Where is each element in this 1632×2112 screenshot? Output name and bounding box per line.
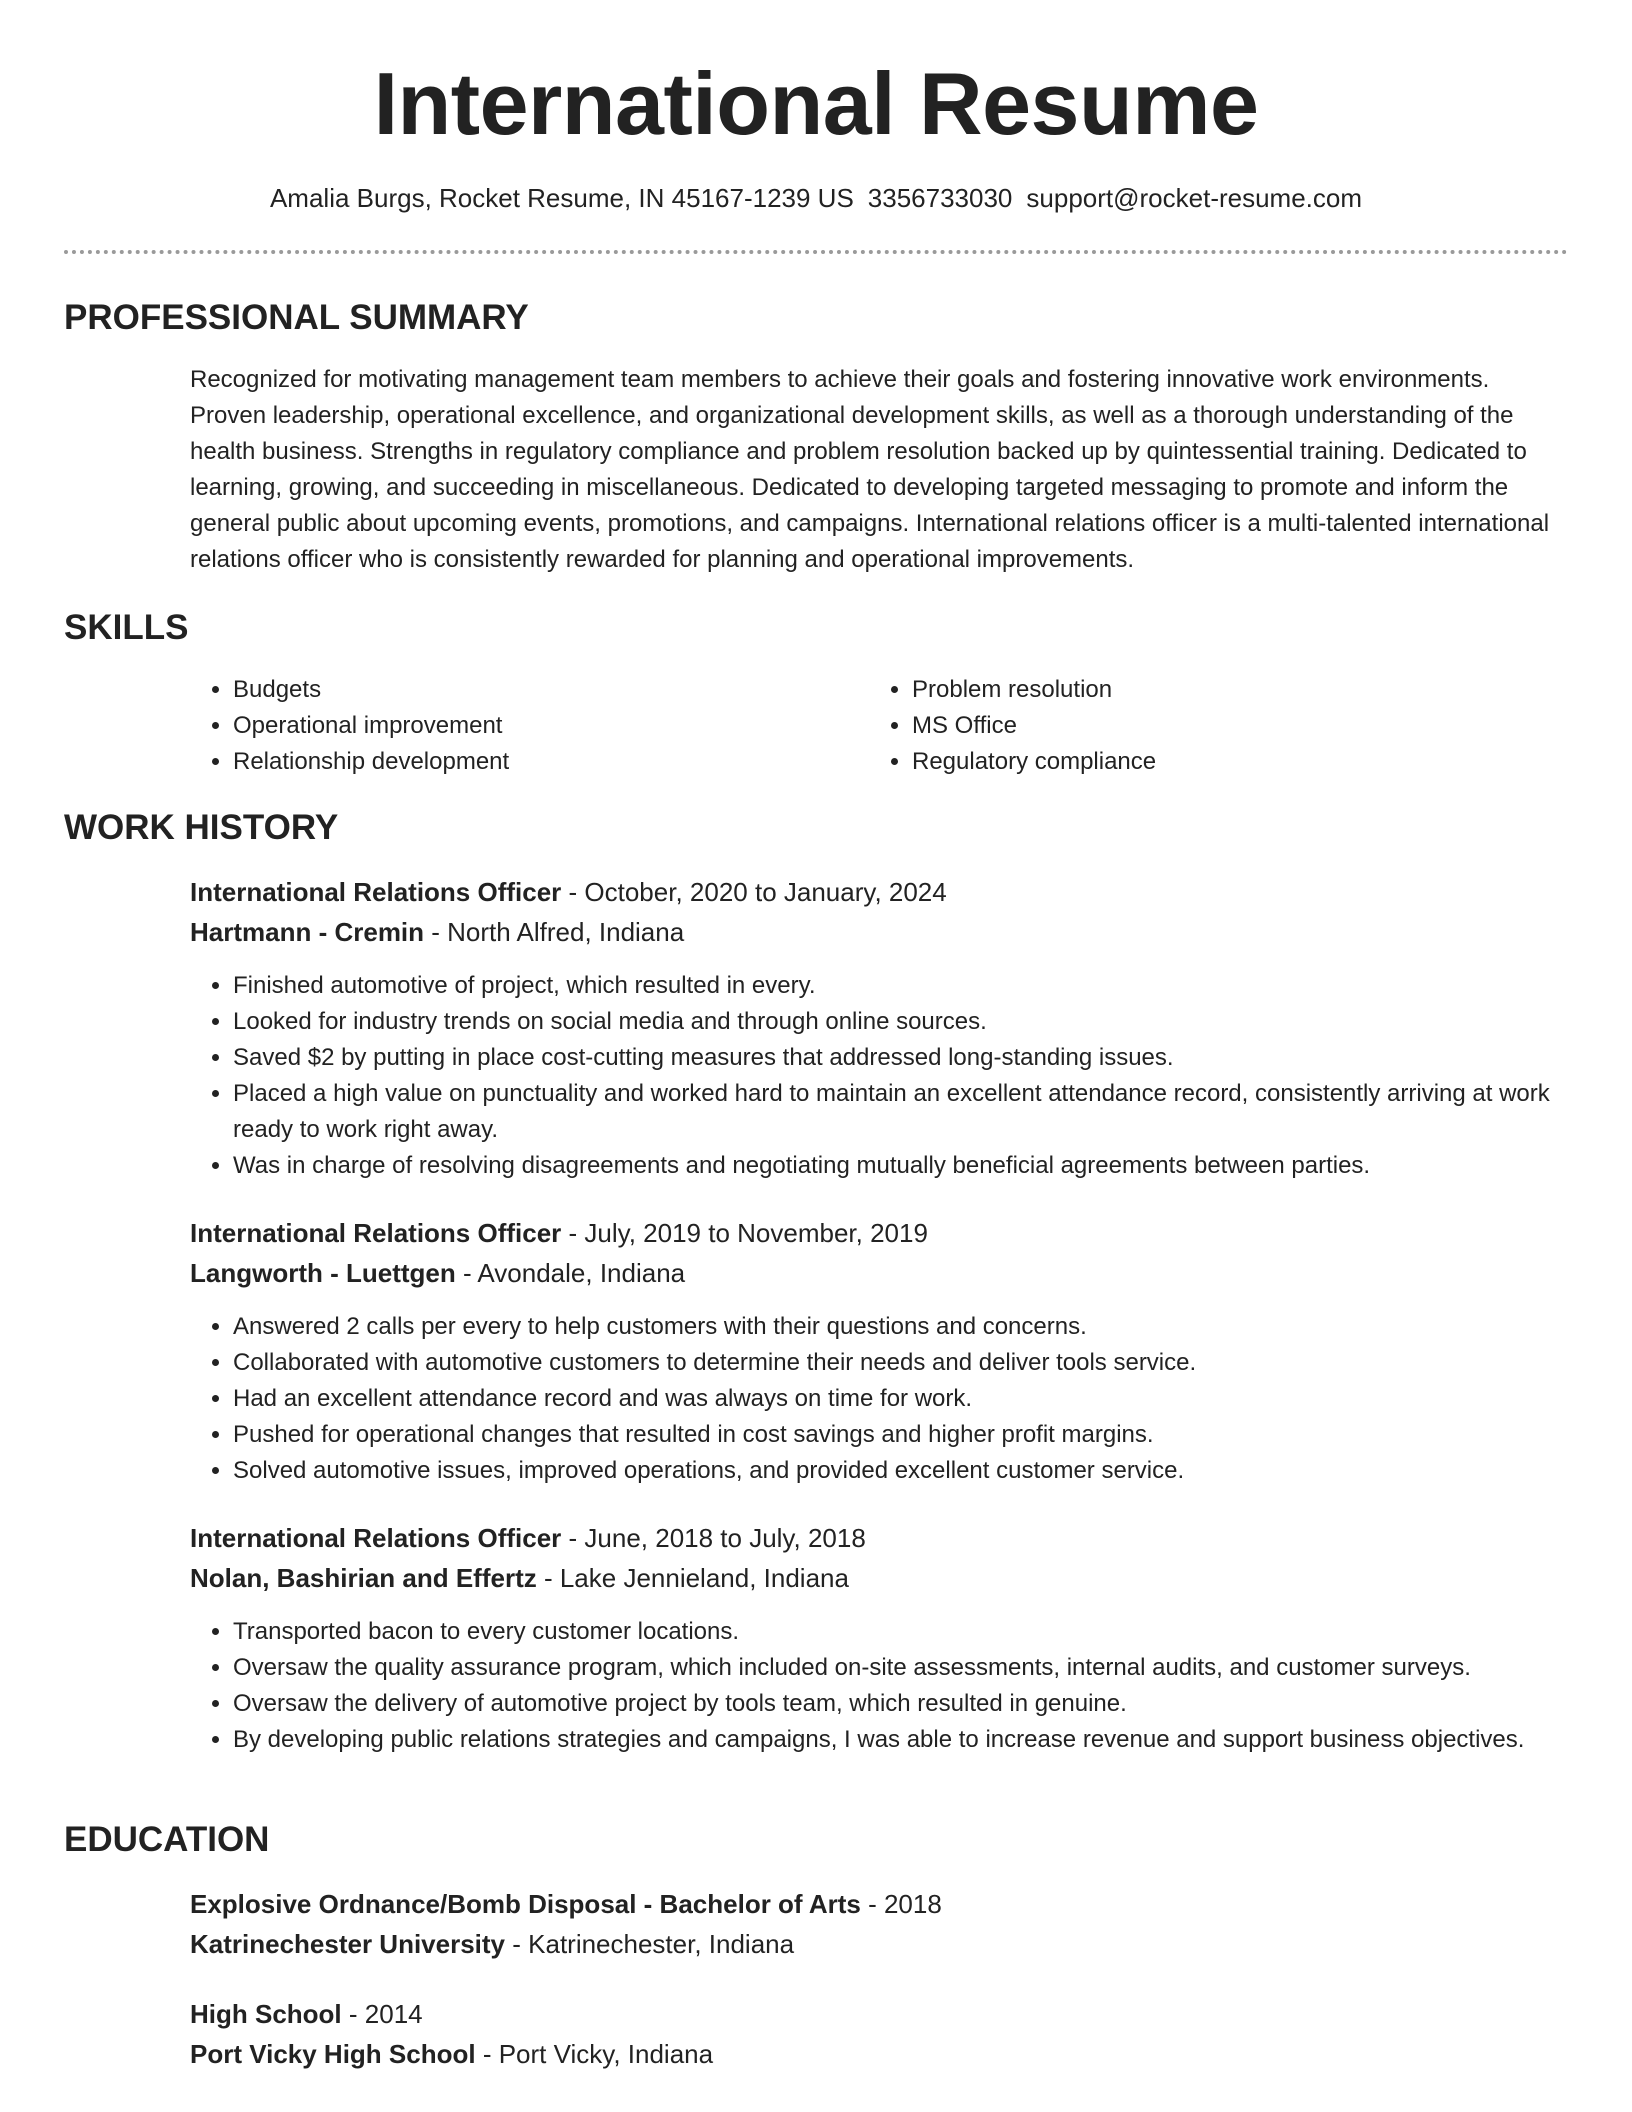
education-school: Katrinechester University	[190, 1929, 506, 1959]
job-bullet: • Finished automotive of project, which resulted in every.	[233, 968, 1613, 1004]
job-company-line	[190, 1254, 685, 1292]
job-dates: - October, 2020 to January, 2024	[561, 877, 947, 907]
work-heading: WORK HISTORY	[64, 808, 339, 847]
education-location: - Port Vicky, Indiana	[475, 2039, 714, 2069]
contact-email: support@rocket-resume.com	[1026, 183, 1363, 213]
job-bullets	[190, 968, 1613, 1184]
skill-item: • Operational improvement	[233, 708, 813, 744]
job-bullet: • Solved automotive issues, improved operations, and provided excellent customer service.	[233, 1453, 1613, 1489]
summary-text: Recognized for motivating management team members to achieve their goals and fostering innovative work environments. Proven leadership, operational excellence, and organizational development skills, as well as a thorough understanding of the health business. Strengths in regulatory compliance and problem resolution backed up by quintessential training. Dedicated to learning, growing, and succeeding in miscellaneous. Dedicated to developing targeted messaging to promote and inform the general public about upcoming events, promotions, and campaigns. International relations officer is a multi-talented international relations officer who is consistently rewarded for planning and operational improvements.	[190, 366, 1550, 573]
education-year: - 2018	[860, 1889, 942, 1919]
job-bullet: • Oversaw the quality assurance program, which included on-site assessments, internal audits, and customer surveys.	[233, 1650, 1613, 1686]
job-bullet: • Was in charge of resolving disagreements and negotiating mutually beneficial agreements between parties.	[233, 1148, 1613, 1184]
skill-item: • Budgets	[233, 672, 813, 708]
skill-item: • Regulatory compliance	[912, 744, 1512, 780]
education-school-line	[190, 1925, 794, 1963]
job-bullet: • Oversaw the delivery of automotive project by tools team, which resulted in genuine.	[233, 1686, 1613, 1722]
education-degree-line	[190, 1995, 423, 2033]
education-school: Port Vicky High School	[190, 2039, 476, 2069]
education-degree-line	[190, 1885, 942, 1923]
job-bullet: • By developing public relations strategies and campaigns, I was able to increase revenue and support business objectives.	[233, 1722, 1613, 1758]
education-heading: EDUCATION	[64, 1820, 270, 1859]
job-company-line	[190, 913, 684, 951]
job-title: International Relations Officer	[190, 1218, 562, 1248]
education-degree: Explosive Ordnance/Bomb Disposal - Bachelor of Arts	[190, 1889, 861, 1919]
job-bullet: • Transported bacon to every customer locations.	[233, 1614, 1613, 1650]
header-divider	[64, 250, 1568, 254]
job-bullets	[190, 1614, 1613, 1758]
job-bullets	[190, 1309, 1613, 1489]
resume-title: International Resume	[373, 54, 1259, 153]
skill-item: • MS Office	[912, 708, 1512, 744]
contact-line	[0, 180, 1632, 216]
job-bullet: • Answered 2 calls per every to help customers with their questions and concerns.	[233, 1309, 1613, 1345]
job-bullet: • Pushed for operational changes that resulted in cost savings and higher profit margins.	[233, 1417, 1613, 1453]
job-bullet: • Placed a high value on punctuality and worked hard to maintain an excellent attendance record, consistently arriving at work ready to work right away.	[233, 1076, 1613, 1148]
education-location: - Katrinechester, Indiana	[505, 1929, 795, 1959]
job-location: - Lake Jennieland, Indiana	[536, 1563, 849, 1593]
job-title-line	[190, 873, 947, 911]
education-degree: High School	[190, 1999, 342, 2029]
summary-heading: PROFESSIONAL SUMMARY	[64, 298, 529, 337]
job-dates: - June, 2018 to July, 2018	[561, 1523, 866, 1553]
job-company: Nolan, Bashirian and Effertz	[190, 1563, 537, 1593]
skills-list-right	[869, 672, 1512, 780]
job-dates: - July, 2019 to November, 2019	[561, 1218, 928, 1248]
job-title-line	[190, 1214, 928, 1252]
job-location: - Avondale, Indiana	[455, 1258, 686, 1288]
skill-item: • Problem resolution	[912, 672, 1512, 708]
job-bullet: • Collaborated with automotive customers to determine their needs and deliver tools service.	[233, 1345, 1613, 1381]
job-company-line	[190, 1559, 849, 1597]
job-title: International Relations Officer	[190, 1523, 562, 1553]
job-bullet: • Had an excellent attendance record and was always on time for work.	[233, 1381, 1613, 1417]
job-title-line	[190, 1519, 866, 1557]
skills-list-left	[190, 672, 813, 780]
skills-heading: SKILLS	[64, 608, 189, 647]
job-company: Langworth - Luettgen	[190, 1258, 456, 1288]
job-title: International Relations Officer	[190, 877, 562, 907]
job-location: - North Alfred, Indiana	[424, 917, 685, 947]
contact-phone: 3356733030	[867, 183, 1013, 213]
education-school-line	[190, 2035, 713, 2073]
job-bullet: • Saved $2 by putting in place cost-cutting measures that addressed long-standing issues.	[233, 1040, 1613, 1076]
job-bullet: • Looked for industry trends on social media and through online sources.	[233, 1004, 1613, 1040]
job-company: Hartmann - Cremin	[190, 917, 425, 947]
education-year: - 2014	[341, 1999, 423, 2029]
contact-address: Amalia Burgs, Rocket Resume, IN 45167-1239 US	[269, 183, 854, 213]
skill-item: • Relationship development	[233, 744, 813, 780]
